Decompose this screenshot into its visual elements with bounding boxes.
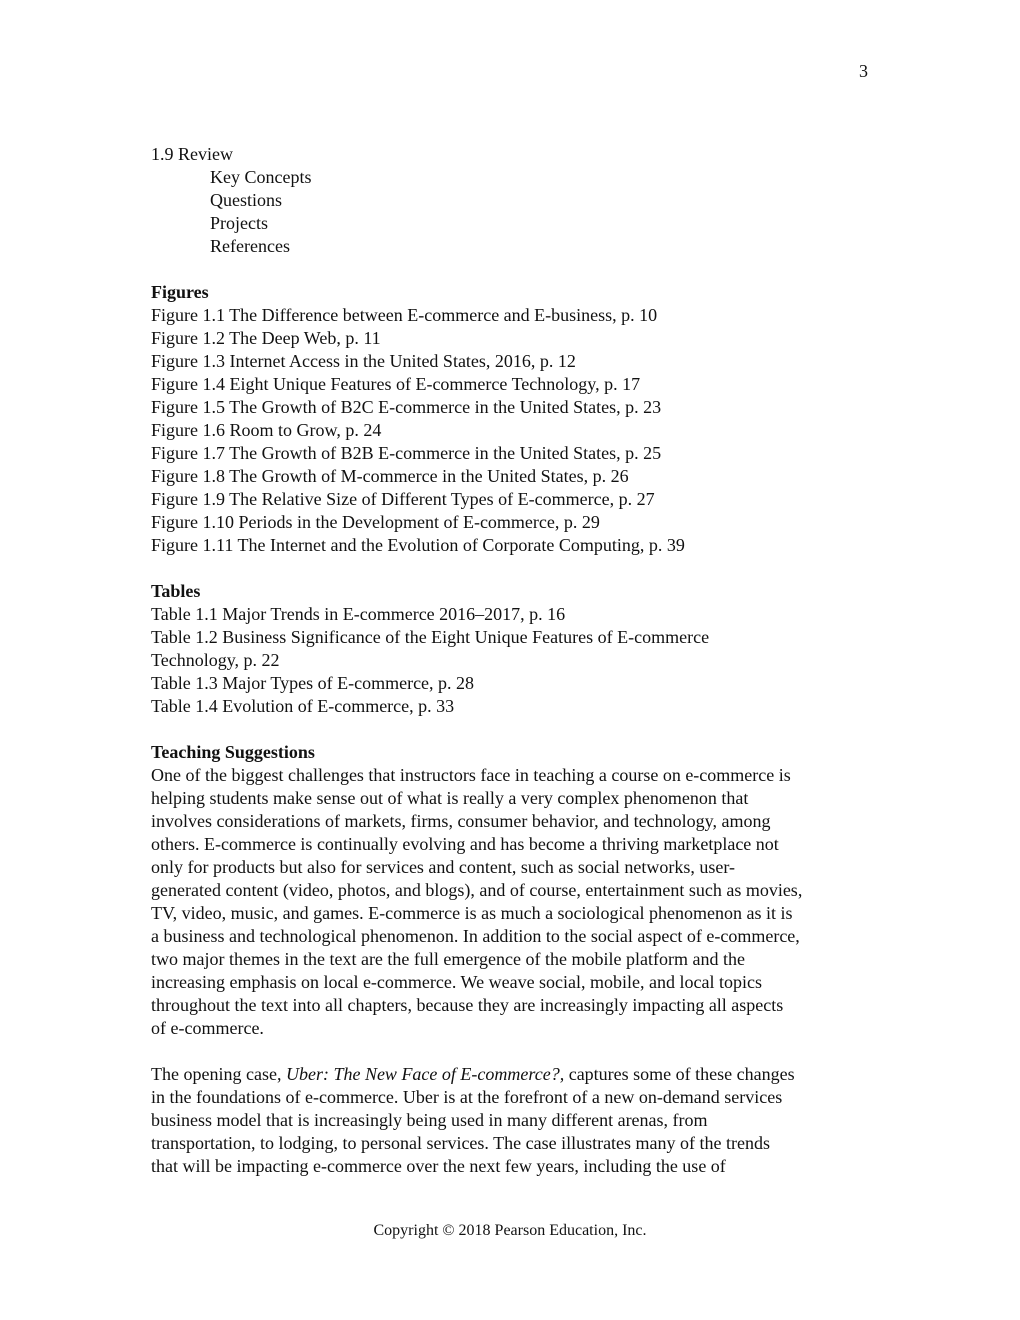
paragraph-line: transportation, to lodging, to personal services. The case illustrates many of the trends — [151, 1133, 771, 1153]
figure-item: Figure 1.11 The Internet and the Evolution of Corporate Computing, p. 39 — [151, 535, 685, 555]
paragraph-line: One of the biggest challenges that instructors face in teaching a course on e-commerce is — [151, 765, 791, 785]
table-item: Table 1.2 Business Significance of the Eight Unique Features of E-commerce — [151, 627, 710, 647]
figure-item: Figure 1.8 The Growth of M-commerce in the United States, p. 26 — [151, 466, 629, 486]
paragraph-line: increasing emphasis on local e-commerce. We weave social, mobile, and local topics — [151, 972, 762, 992]
paragraph-line: of e-commerce. — [151, 1018, 264, 1038]
paragraph-line: involves considerations of markets, firms, consumer behavior, and technology, among — [151, 811, 771, 831]
table-item: Table 1.3 Major Types of E-commerce, p. 28 — [151, 673, 475, 693]
figure-item: Figure 1.7 The Growth of B2B E-commerce in the United States, p. 25 — [151, 443, 662, 463]
paragraph-line: throughout the text into all chapters, because they are increasingly impacting all aspects — [151, 995, 784, 1015]
figure-item: Figure 1.6 Room to Grow, p. 24 — [151, 420, 382, 440]
review-item: References — [210, 236, 290, 256]
paragraph-line: that will be impacting e-commerce over the next few years, including the use of — [151, 1156, 726, 1176]
review-item: Projects — [210, 213, 268, 233]
figure-item: Figure 1.10 Periods in the Development of E-commerce, p. 29 — [151, 512, 600, 532]
text-run: captures some of these changes — [564, 1064, 795, 1084]
paragraph-line: helping students make sense out of what is really a very complex phenomenon that — [151, 788, 749, 808]
paragraph-line: only for products but also for services and content, such as social networks, user- — [151, 857, 735, 877]
figure-item: Figure 1.9 The Relative Size of Different Types of E-commerce, p. 27 — [151, 489, 655, 509]
tables-heading: Tables — [151, 581, 201, 601]
review-item: Key Concepts — [210, 167, 312, 187]
document-body — [151, 143, 886, 1178]
teaching-paragraph-2 — [151, 1063, 886, 1178]
paragraph-line: two major themes in the text are the full emergence of the mobile platform and the — [151, 949, 745, 969]
paragraph-line: a business and technological phenomenon. In addition to the social aspect of e-commerce, — [151, 926, 800, 946]
paragraph-line: generated content (video, photos, and blogs), and of course, entertainment such as movies, — [151, 880, 803, 900]
figure-item: Figure 1.5 The Growth of B2C E-commerce in the United States, p. 23 — [151, 397, 662, 417]
table-item: Table 1.4 Evolution of E-commerce, p. 33 — [151, 696, 455, 716]
case-title: Uber: The New Face of E-commerce?, — [285, 1064, 565, 1084]
figure-item: Figure 1.4 Eight Unique Features of E-commerce Technology, p. 17 — [151, 374, 641, 394]
figure-item: Figure 1.1 The Difference between E-commerce and E-business, p. 10 — [151, 305, 658, 325]
paragraph-line: in the foundations of e-commerce. Uber is at the forefront of a new on-demand services — [151, 1087, 783, 1107]
paragraph-line: others. E-commerce is continually evolving and has become a thriving marketplace not — [151, 834, 779, 854]
table-item: Table 1.1 Major Trends in E-commerce 2016–2017, p. 16 — [151, 604, 566, 624]
page-number: 3 — [859, 61, 868, 81]
paragraph-line: business model that is increasingly being used in many different arenas, from — [151, 1110, 708, 1130]
copyright-footer: Copyright © 2018 Pearson Education, Inc. — [373, 1222, 647, 1239]
figure-item: Figure 1.2 The Deep Web, p. 11 — [151, 328, 381, 348]
figure-item: Figure 1.3 Internet Access in the United States, 2016, p. 12 — [151, 351, 576, 371]
teaching-suggestions-heading: Teaching Suggestions — [151, 742, 315, 762]
table-item: Technology, p. 22 — [151, 650, 280, 670]
teaching-paragraph-1 — [151, 764, 886, 1040]
text-run: The opening case, — [151, 1064, 286, 1084]
figures-heading: Figures — [151, 282, 209, 302]
paragraph-line: TV, video, music, and games. E-commerce is as much a sociological phenomenon as it is — [151, 903, 793, 923]
review-heading: 1.9 Review — [151, 144, 233, 164]
paragraph-line — [151, 1063, 886, 1086]
review-item: Questions — [210, 190, 282, 210]
